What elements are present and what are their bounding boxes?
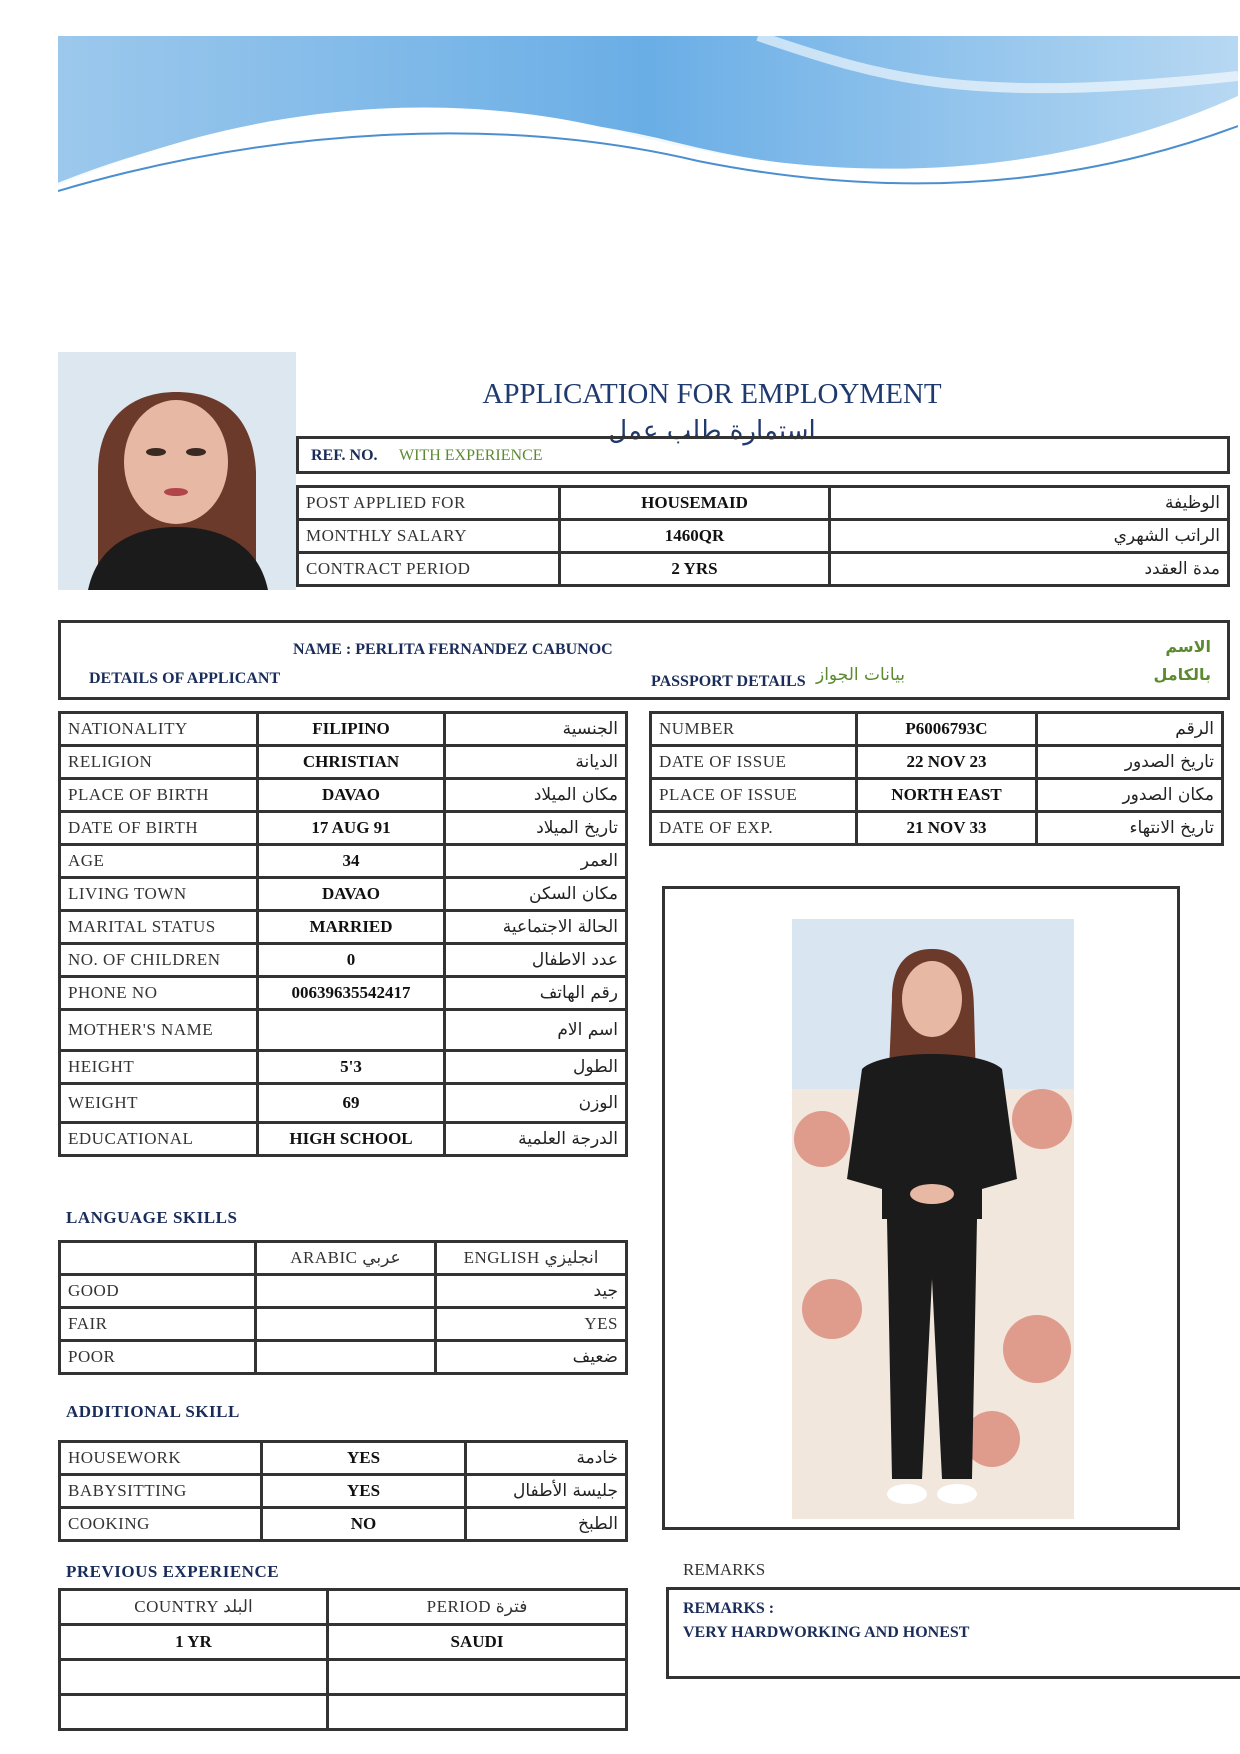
remarks-text: VERY HARDWORKING AND HONEST — [683, 1624, 970, 1641]
detail-label-arabic: الوزن — [445, 1084, 627, 1123]
table-row — [298, 553, 1229, 586]
experience-country-value: 1 YR — [60, 1625, 328, 1660]
details-of-applicant-heading: DETAILS OF APPLICANT — [89, 670, 281, 687]
detail-label: WEIGHT — [60, 1084, 258, 1123]
english-level-value: YES — [436, 1308, 627, 1341]
salary-label-arabic: الراتب الشهري — [830, 520, 1229, 553]
table-row — [60, 1010, 627, 1051]
detail-label-arabic: الدرجة العلمية — [445, 1123, 627, 1156]
previous-experience-table — [58, 1588, 628, 1731]
english-column-header: ENGLISH انجليزي — [436, 1242, 627, 1275]
full-body-photo — [792, 919, 1074, 1519]
detail-label-arabic: مكان الميلاد — [445, 779, 627, 812]
table-row — [60, 1590, 627, 1625]
detail-label: PHONE NO — [60, 977, 258, 1010]
detail-label-arabic: الطول — [445, 1051, 627, 1084]
page-title: APPLICATION FOR EMPLOYMENT — [482, 378, 942, 410]
detail-label: NATIONALITY — [60, 713, 258, 746]
experience-period-value: SAUDI — [328, 1625, 627, 1660]
passport-label-arabic: تاريخ الانتهاء — [1037, 812, 1223, 845]
passport-label: PLACE OF ISSUE — [651, 779, 857, 812]
post-label: POST APPLIED FOR — [298, 487, 560, 520]
experience-period-value — [328, 1660, 627, 1695]
detail-label-arabic: مكان السكن — [445, 878, 627, 911]
remarks-label: REMARKS : — [683, 1600, 775, 1617]
table-row — [60, 1084, 627, 1123]
experience-period-value — [328, 1695, 627, 1730]
detail-label: HEIGHT — [60, 1051, 258, 1084]
detail-label: EDUCATIONAL — [60, 1123, 258, 1156]
english-level-value: ضعيف — [436, 1341, 627, 1374]
post-table — [296, 485, 1230, 587]
table-row — [60, 1475, 627, 1508]
table-row — [60, 1625, 627, 1660]
skill-label-arabic: الطبخ — [466, 1508, 627, 1541]
table-row — [60, 911, 627, 944]
table-row — [60, 1275, 627, 1308]
ref-no-value: WITH EXPERIENCE — [399, 447, 543, 464]
skill-value: NO — [262, 1508, 466, 1541]
page-title-arabic: استمارة طلب عمل — [608, 416, 816, 446]
name-bar — [58, 620, 1230, 700]
name-label-arabic-2: بالكامل — [1153, 665, 1211, 684]
detail-label: DATE OF BIRTH — [60, 812, 258, 845]
detail-value: 69 — [258, 1084, 445, 1123]
english-level-value: جيد — [436, 1275, 627, 1308]
table-row — [60, 1308, 627, 1341]
detail-value: DAVAO — [258, 779, 445, 812]
passport-details-heading-arabic: بيانات الجواز — [816, 665, 905, 685]
passport-label: DATE OF ISSUE — [651, 746, 857, 779]
table-row — [60, 1051, 627, 1084]
additional-skill-heading: ADDITIONAL SKILL — [66, 1402, 240, 1421]
remarks-heading: REMARKS — [683, 1560, 766, 1579]
detail-value: CHRISTIAN — [258, 746, 445, 779]
table-row — [60, 1341, 627, 1374]
table-row — [651, 746, 1223, 779]
passport-table — [649, 711, 1224, 846]
detail-value: FILIPINO — [258, 713, 445, 746]
detail-value: 00639635542417 — [258, 977, 445, 1010]
skill-label: HOUSEWORK — [60, 1442, 262, 1475]
level-label: POOR — [60, 1341, 256, 1374]
country-column-header: COUNTRY البلد — [60, 1590, 328, 1625]
detail-value: DAVAO — [258, 878, 445, 911]
detail-value: 0 — [258, 944, 445, 977]
skill-value: YES — [262, 1442, 466, 1475]
skill-value: YES — [262, 1475, 466, 1508]
detail-label-arabic: اسم الام — [445, 1010, 627, 1051]
language-skills-table — [58, 1240, 628, 1375]
detail-value: 34 — [258, 845, 445, 878]
detail-label-arabic: الديانة — [445, 746, 627, 779]
detail-label-arabic: الحالة الاجتماعية — [445, 911, 627, 944]
passport-value: 21 NOV 33 — [857, 812, 1037, 845]
detail-label: RELIGION — [60, 746, 258, 779]
detail-label: PLACE OF BIRTH — [60, 779, 258, 812]
table-row — [60, 977, 627, 1010]
skill-label: COOKING — [60, 1508, 262, 1541]
detail-value: 5'3 — [258, 1051, 445, 1084]
detail-label: NO. OF CHILDREN — [60, 944, 258, 977]
detail-label: AGE — [60, 845, 258, 878]
detail-value: 17 AUG 91 — [258, 812, 445, 845]
table-row — [60, 1508, 627, 1541]
detail-value: MARRIED — [258, 911, 445, 944]
table-row — [60, 713, 627, 746]
detail-label-arabic: عدد الاطفال — [445, 944, 627, 977]
passport-label: DATE OF EXP. — [651, 812, 857, 845]
skill-label-arabic: خادمة — [466, 1442, 627, 1475]
full-body-photo-frame — [662, 886, 1180, 1530]
contract-label-arabic: مدة العقدد — [830, 553, 1229, 586]
table-row — [60, 1660, 627, 1695]
level-label: GOOD — [60, 1275, 256, 1308]
header-wave-banner — [58, 36, 1238, 196]
detail-label-arabic: رقم الهاتف — [445, 977, 627, 1010]
level-label: FAIR — [60, 1308, 256, 1341]
table-row — [60, 812, 627, 845]
contract-label: CONTRACT PERIOD — [298, 553, 560, 586]
salary-value: 1460QR — [560, 520, 830, 553]
passport-label-arabic: الرقم — [1037, 713, 1223, 746]
additional-skill-table — [58, 1440, 628, 1542]
applicant-portrait-photo — [58, 352, 296, 590]
ref-no-label: REF. NO. — [311, 447, 378, 464]
passport-value: NORTH EAST — [857, 779, 1037, 812]
detail-label: MARITAL STATUS — [60, 911, 258, 944]
table-row — [651, 713, 1223, 746]
table-row — [60, 1442, 627, 1475]
skill-label: BABYSITTING — [60, 1475, 262, 1508]
passport-label: NUMBER — [651, 713, 857, 746]
arabic-column-header: ARABIC عربي — [256, 1242, 436, 1275]
passport-details-heading: PASSPORT DETAILS — [651, 673, 806, 690]
table-row — [298, 520, 1229, 553]
passport-label-arabic: مكان الصدور — [1037, 779, 1223, 812]
experience-country-value — [60, 1695, 328, 1730]
post-value: HOUSEMAID — [560, 487, 830, 520]
period-column-header: PERIOD فترة — [328, 1590, 627, 1625]
detail-label: MOTHER'S NAME — [60, 1010, 258, 1051]
table-row — [60, 1695, 627, 1730]
skill-label-arabic: جليسة الأطفال — [466, 1475, 627, 1508]
applicant-name: NAME : PERLITA FERNANDEZ CABUNOC — [293, 641, 613, 658]
table-row — [60, 845, 627, 878]
passport-label-arabic: تاريخ الصدور — [1037, 746, 1223, 779]
previous-experience-heading: PREVIOUS EXPERIENCE — [66, 1562, 280, 1581]
table-row — [60, 878, 627, 911]
ref-no-box — [296, 436, 1230, 474]
table-row — [651, 812, 1223, 845]
table-row — [298, 487, 1229, 520]
table-row — [651, 779, 1223, 812]
table-row — [60, 944, 627, 977]
passport-value: 22 NOV 23 — [857, 746, 1037, 779]
detail-value: HIGH SCHOOL — [258, 1123, 445, 1156]
detail-label: LIVING TOWN — [60, 878, 258, 911]
empty-cell — [60, 1242, 256, 1275]
detail-value — [258, 1010, 445, 1051]
experience-country-value — [60, 1660, 328, 1695]
table-row — [60, 779, 627, 812]
detail-label-arabic: تاريخ الميلاد — [445, 812, 627, 845]
language-skills-heading: LANGUAGE SKILLS — [66, 1208, 238, 1227]
arabic-level-value — [256, 1341, 436, 1374]
passport-value: P6006793C — [857, 713, 1037, 746]
post-label-arabic: الوظيفة — [830, 487, 1229, 520]
table-row — [60, 1123, 627, 1156]
contract-value: 2 YRS — [560, 553, 830, 586]
table-row — [60, 746, 627, 779]
detail-label-arabic: العمر — [445, 845, 627, 878]
remarks-box — [666, 1587, 1240, 1679]
name-label-arabic-1: الاسم — [1165, 637, 1211, 656]
arabic-level-value — [256, 1308, 436, 1341]
applicant-details-table — [58, 711, 628, 1157]
arabic-level-value — [256, 1275, 436, 1308]
detail-label-arabic: الجنسية — [445, 713, 627, 746]
table-row — [60, 1242, 627, 1275]
salary-label: MONTHLY SALARY — [298, 520, 560, 553]
